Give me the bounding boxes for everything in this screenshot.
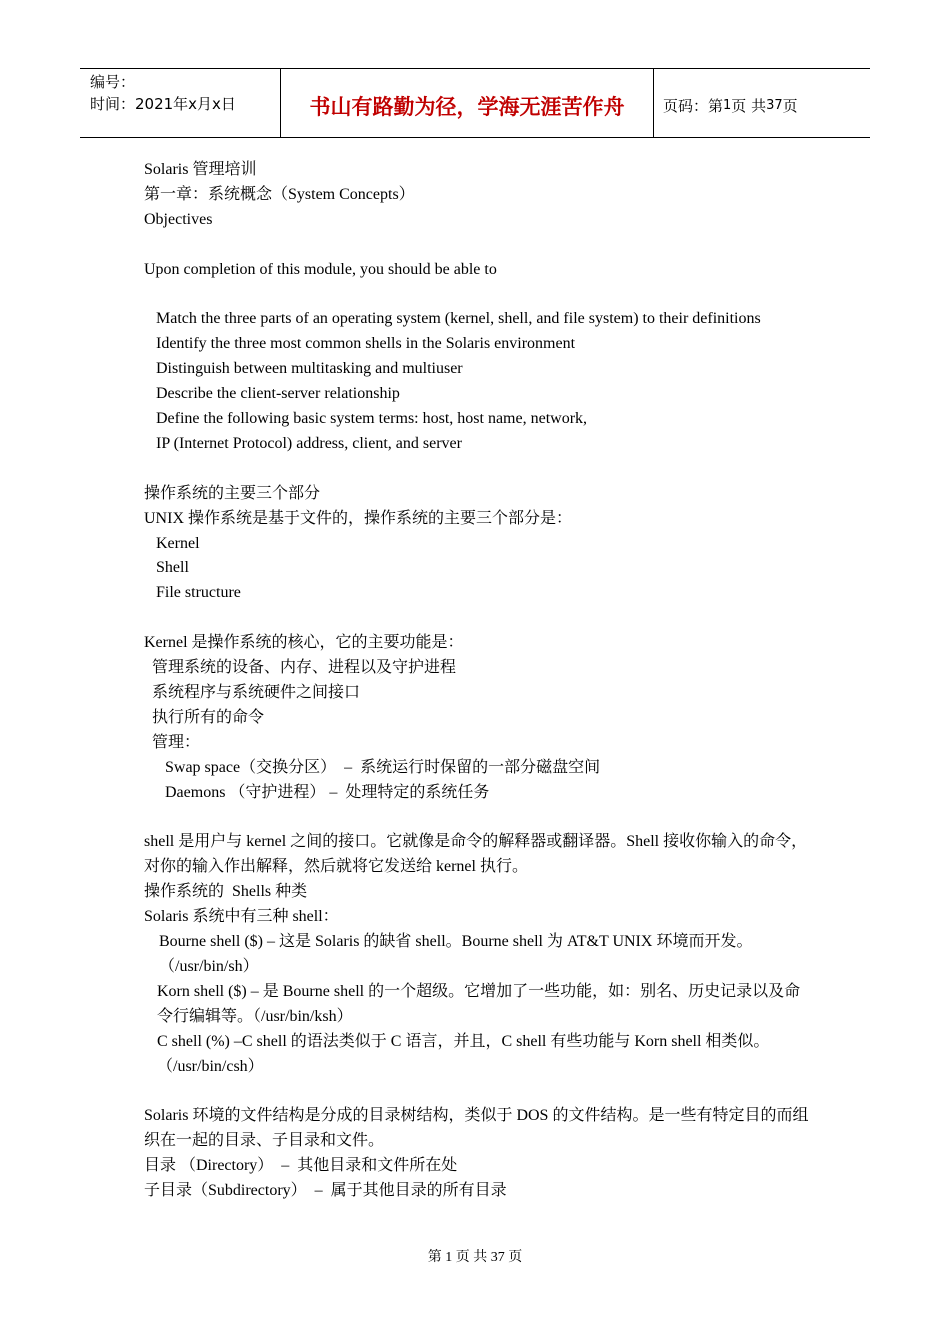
paragraph: Kernel 是操作系统的核心，它的主要功能是： xyxy=(144,634,464,652)
shell-item: C shell (%) –C shell 的语法类似于 C 语言，并且，C shell 有些功能与 Korn shell 相类似。（/usr/bin/csh） xyxy=(157,1032,770,1075)
list-item: Kernel xyxy=(156,534,200,552)
page-total: 37 xyxy=(766,97,783,113)
objective-item: IP (Internet Protocol) address, client, and server xyxy=(156,434,462,452)
blank-line xyxy=(144,1079,814,1104)
document-number-label: 编号： xyxy=(90,73,136,91)
blank-line xyxy=(144,457,814,482)
list-item: 管理系统的设备、内存、进程以及守护进程 xyxy=(152,659,457,677)
definition-item: 目录 （Directory） – 其他目录和文件所在处 xyxy=(144,1157,458,1175)
document-time: 时间：2021年x月x日 xyxy=(90,95,236,113)
chapter-title: 第一章：系统概念（System Concepts） xyxy=(144,185,415,203)
blank-line xyxy=(144,283,814,308)
list-item: 管理： xyxy=(152,733,201,751)
objective-item: Identify the three most common shells in the Solaris environment xyxy=(156,335,576,353)
section-heading: 操作系统的 Shells 种类 xyxy=(144,883,308,901)
list-subitem: Daemons （守护进程） – 处理特定的系统任务 xyxy=(165,783,490,801)
course-title: Solaris 管理培训 xyxy=(144,161,257,178)
page-mid: 页 共 xyxy=(731,96,767,115)
objective-item: Distinguish between multitasking and multiuser xyxy=(156,360,463,378)
page-footer: 第 1 页 共 37 页 xyxy=(427,1250,523,1265)
objective-item: Match the three parts of an operating system (kernel, shell, and file system) to their definitions xyxy=(156,310,761,328)
page-number: 1 xyxy=(723,97,732,113)
definition-item: 子目录（Subdirectory） – 属于其他目录的所有目录 xyxy=(144,1182,507,1200)
shell-item: Korn shell ($) – 是 Bourne shell 的一个超级。它增加了一些功能，如：别名、历史记录以及命令行编辑等。（/usr/bin/ksh） xyxy=(157,982,801,1025)
list-item: Shell xyxy=(156,559,189,577)
list-item: 系统程序与系统硬件之间接口 xyxy=(152,683,361,701)
objective-item: Define the following basic system terms: host, host name, network, xyxy=(156,410,588,428)
header-slogan: 书山有路勤为径，学海无涯苦作舟 xyxy=(281,69,654,137)
objectives-heading: Objectives xyxy=(144,210,213,228)
header-meta xyxy=(80,69,281,137)
list-subitem: Swap space（交换分区） – 系统运行时保留的一部分磁盘空间 xyxy=(165,758,601,776)
shell-item: Bourne shell ($) – 这是 Solaris 的缺省 shell。Bourne shell 为 AT&T UNIX 环境而开发。（/usr/bin/sh） xyxy=(159,933,753,975)
list-item: File structure xyxy=(156,584,241,602)
page-header xyxy=(80,68,870,138)
section-heading: 操作系统的主要三个部分 xyxy=(144,484,321,502)
document-body xyxy=(144,158,814,1204)
page-suffix: 页 xyxy=(782,96,798,115)
paragraph: shell 是用户与 kernel 之间的接口。它就像是命令的解释器或翻译器。Shell 接收你输入的命令，对你的输入作出解释，然后就将它发送给 kernel 执行。 xyxy=(144,833,808,876)
blank-line xyxy=(144,233,814,258)
page-prefix: 页码：第 xyxy=(663,96,724,115)
objectives-intro: Upon completion of this module, you should be able to xyxy=(144,260,497,278)
blank-line xyxy=(144,606,814,631)
list-item: 执行所有的命令 xyxy=(152,708,265,726)
paragraph: UNIX 操作系统是基于文件的，操作系统的主要三个部分是： xyxy=(144,509,572,527)
blank-line xyxy=(144,806,814,831)
objective-item: Describe the client-server relationship xyxy=(156,385,400,403)
header-page-info xyxy=(654,69,870,137)
paragraph: Solaris 系统中有三种 shell： xyxy=(144,908,339,926)
paragraph: Solaris 环境的文件结构是分成的目录树结构，类似于 DOS 的文件结构。是一些有特定目的而组织在一起的目录、子目录和文件。 xyxy=(144,1107,809,1150)
